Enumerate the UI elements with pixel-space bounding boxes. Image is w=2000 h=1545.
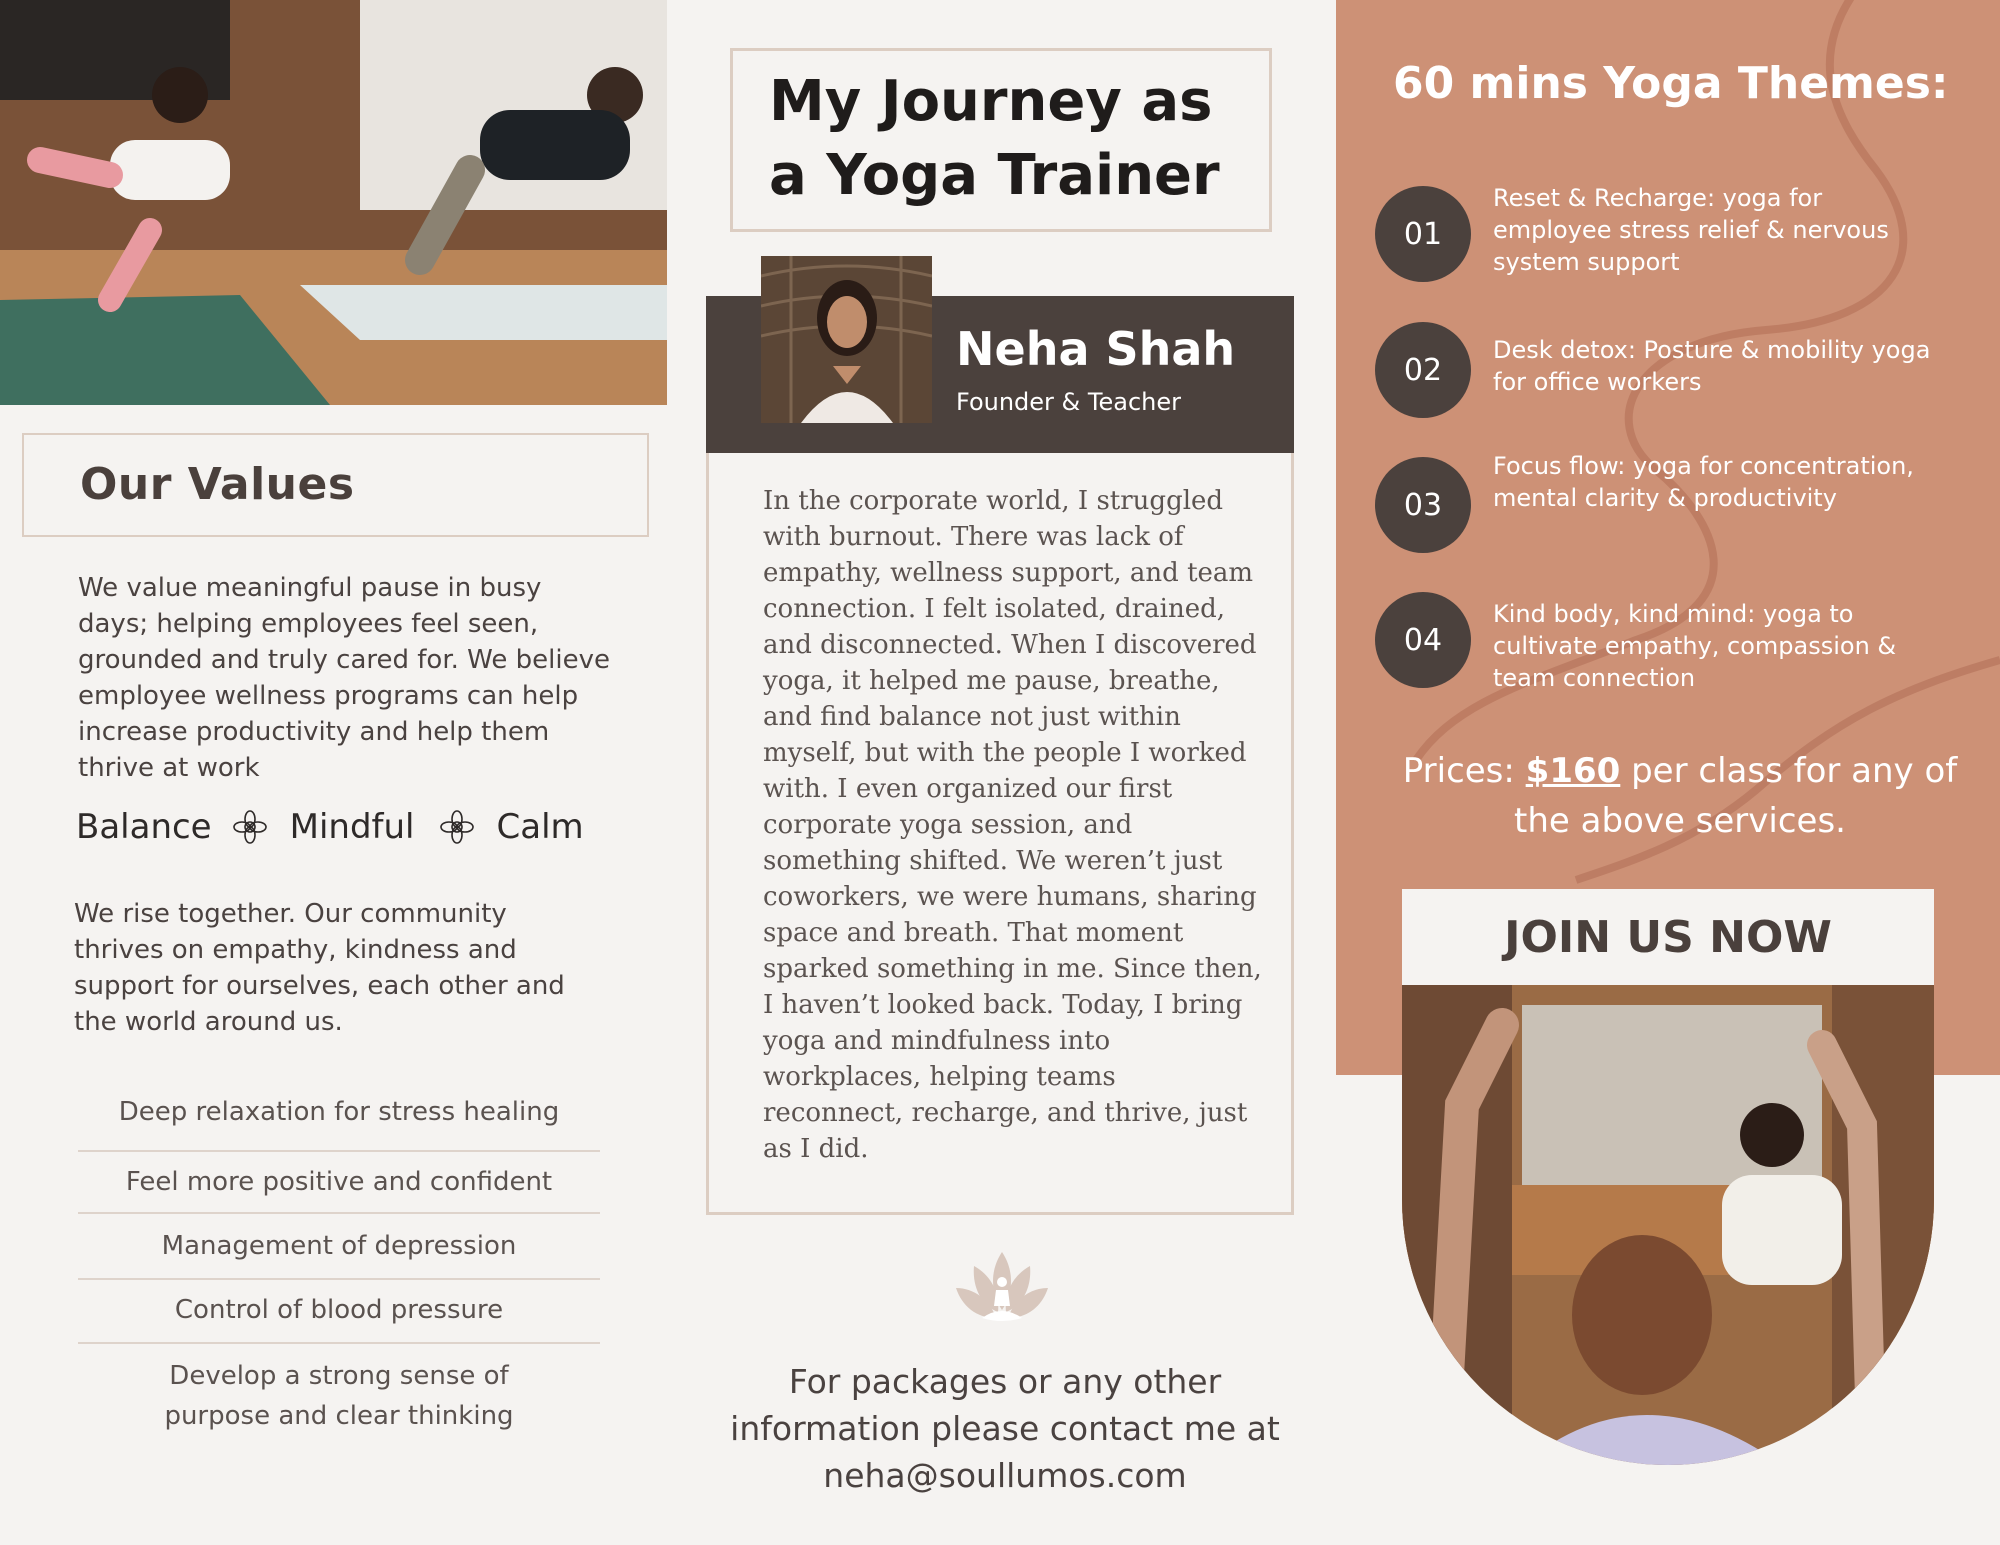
- theme-item: [1375, 457, 1471, 553]
- benefit-item: Control of blood pressure: [78, 1280, 600, 1344]
- values-heading-box: [22, 433, 649, 537]
- themes-title: 60 mins Yoga Themes:: [1393, 58, 1949, 109]
- theme-text: Kind body, kind mind: yoga to cultivate empathy, compassion & team connection: [1493, 600, 1897, 692]
- values-title: Our Values: [80, 459, 355, 510]
- triad-word-balance: Balance: [76, 807, 212, 847]
- theme-number-badge: 02: [1375, 322, 1471, 418]
- yoga-class-photo: [0, 0, 667, 405]
- benefit-item: Management of depression: [78, 1214, 600, 1280]
- price-amount: $160: [1525, 751, 1621, 791]
- theme-item: [1375, 322, 1471, 418]
- theme-item: [1375, 592, 1471, 688]
- community-paragraph: We rise together. Our community thrives on empathy, kindness and support for ourselves, each other and the world around us.: [74, 899, 565, 1037]
- benefit-item: Develop a strong sense of purpose and clear thinking: [164, 1361, 514, 1431]
- theme-text: Focus flow: yoga for concentration, mental clarity & productivity: [1493, 452, 1914, 512]
- theme-number-badge: 01: [1375, 186, 1471, 282]
- triad-word-mindful: Mindful: [289, 807, 415, 847]
- trainer-role: Founder & Teacher: [956, 388, 1181, 416]
- benefit-item: Deep relaxation for stress healing: [78, 1080, 600, 1152]
- prices-text: [1400, 746, 1960, 846]
- lotus-meditation-icon: [954, 1248, 1050, 1334]
- values-triad: [76, 804, 636, 850]
- join-banner[interactable]: [1402, 889, 1934, 985]
- contact-info: For packages or any other information please contact me at neha@soullumos.com: [730, 1362, 1280, 1495]
- portrait-photo: [761, 256, 932, 423]
- prices-suffix: per class for any of the above services.: [1514, 751, 1958, 841]
- story-box: [706, 453, 1294, 1215]
- benefit-item: Feel more positive and confident: [78, 1152, 600, 1214]
- trainer-name: Neha Shah: [956, 322, 1236, 376]
- theme-text: Reset & Recharge: yoga for employee stress relief & nervous system support: [1493, 184, 1889, 276]
- group-class-photo: [1402, 985, 1934, 1465]
- theme-number-badge: 03: [1375, 457, 1471, 553]
- triad-word-calm: Calm: [496, 807, 584, 847]
- journey-title-box: [730, 48, 1272, 232]
- story-paragraph: In the corporate world, I struggled with burnout. There was lack of empathy, wellness support, and team connection. I felt isolated, drained, and disconnected. When I discovered yoga, it helped me pause, breathe, and find balance not just within myself, but with the people I worked with. I even organized our first corporate yoga session, and something shifted. We weren’t just coworkers, we were humans, sharing space and breath. That moment sparked something in me. Since then, I haven’t looked back. Today, I bring yoga and mindfulness into workplaces, helping teams reconnect, recharge, and thrive, just as I did.: [763, 486, 1262, 1164]
- flower-icon: [232, 809, 268, 845]
- page-title: My Journey as a Yoga Trainer: [769, 69, 1220, 208]
- join-us-label: JOIN US NOW: [1504, 911, 1832, 963]
- values-paragraph: We value meaningful pause in busy days; helping employees feel seen, grounded and truly cared for. We believe employee wellness programs can help increase productivity and help them thrive at work: [78, 573, 610, 783]
- benefits-list: [78, 1080, 600, 1436]
- theme-item: [1375, 186, 1471, 282]
- flower-icon: [439, 809, 475, 845]
- prices-prefix: Prices:: [1402, 751, 1526, 791]
- theme-number-badge: 04: [1375, 592, 1471, 688]
- theme-text: Desk detox: Posture & mobility yoga for office workers: [1493, 336, 1931, 396]
